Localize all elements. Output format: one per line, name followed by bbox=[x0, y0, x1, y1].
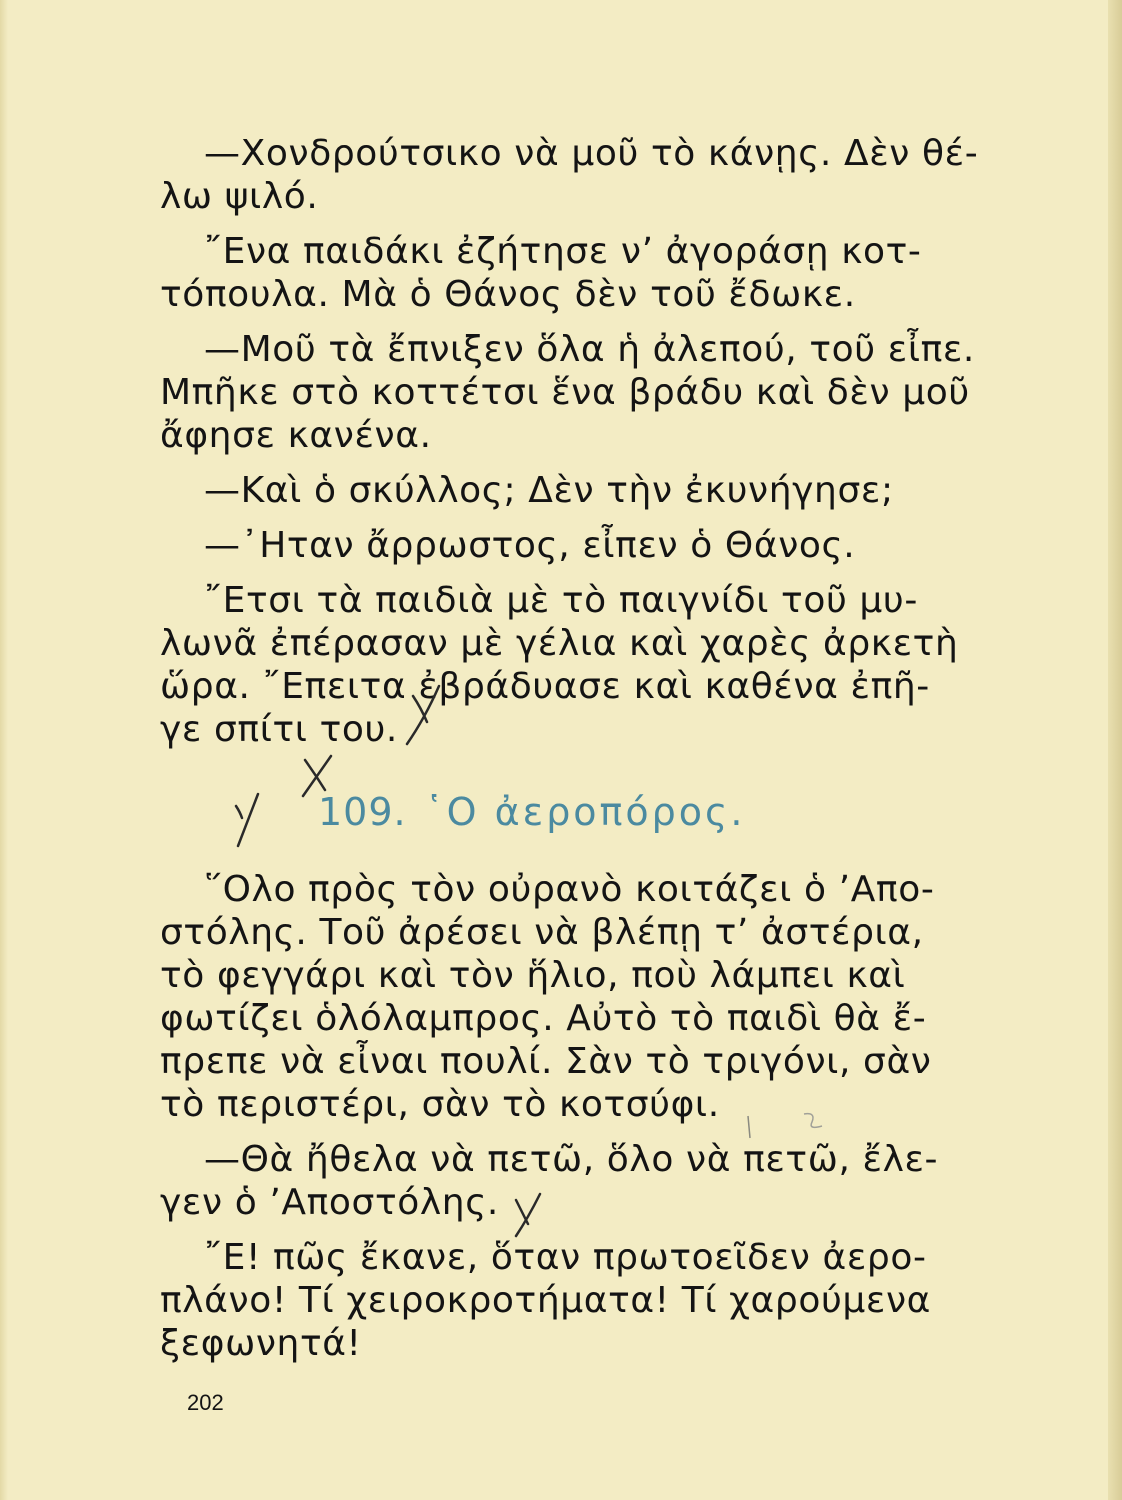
text-line: λω ψιλό. bbox=[160, 176, 319, 217]
text-line: γε σπίτι του. bbox=[160, 709, 398, 750]
text-line: στόλης. Τοῦ ἀρέσει νὰ βλέπῃ τ’ ἀστέρια, bbox=[160, 912, 924, 953]
text-section-2 bbox=[160, 868, 1000, 1365]
text-line: ῎Ε! πῶς ἔκανε, ὅταν πρωτοεῖδεν ἀερο- bbox=[204, 1237, 927, 1278]
text-section-1 bbox=[160, 132, 1000, 751]
text-line: —Θὰ ἤθελα νὰ πετῶ, ὅλο νὰ πετῶ, ἔλε- bbox=[204, 1139, 939, 1180]
page-edge-right bbox=[1108, 0, 1122, 1500]
text-line: ῎Ενα παιδάκι ἐζήτησε ν’ ἀγοράσῃ κοτ- bbox=[204, 231, 922, 272]
text-line: —Καὶ ὁ σκύλλος; Δὲν τὴν ἐκυνήγησε; bbox=[204, 470, 894, 511]
text-line: ῞Ολο πρὸς τὸν οὐρανὸ κοιτάζει ὁ ’Απο- bbox=[204, 869, 935, 910]
text-line: πρεπε νὰ εἶναι πουλί. Σὰν τὸ τριγόνι, σὰν bbox=[160, 1041, 932, 1082]
text-line: ξεφωνητά! bbox=[160, 1323, 362, 1364]
page-edge-left bbox=[0, 0, 8, 1500]
text-line: γεν ὁ ’Αποστόλης. bbox=[160, 1182, 499, 1223]
text-line: —Χονδρούτσικο νὰ μοῦ τὸ κάνῃς. Δὲν θέ- bbox=[204, 133, 979, 174]
text-line: ῎Ετσι τὰ παιδιὰ μὲ τὸ παιγνίδι τοῦ μυ- bbox=[204, 580, 918, 621]
section-title: ῾Ο ἀεροπόρος. bbox=[424, 790, 746, 834]
text-line: ὥρα. ῎Επειτα ἐβράδυασε καὶ καθένα ἐπῆ- bbox=[160, 666, 930, 707]
text-line: ἄφησε κανένα. bbox=[160, 415, 432, 456]
text-line: φωτίζει ὁλόλαμπρος. Αὐτὸ τὸ παιδὶ θὰ ἔ- bbox=[160, 998, 927, 1039]
pen-slash-mark bbox=[228, 790, 268, 850]
section-heading bbox=[318, 790, 745, 834]
section-number: 109. bbox=[318, 790, 407, 834]
text-line: τόπουλα. Μὰ ὁ Θάνος δὲν τοῦ ἔδωκε. bbox=[160, 274, 856, 315]
text-line: λωνᾶ ἐπέρασαν μὲ γέλια καὶ χαρὲς ἀρκετὴ bbox=[160, 623, 959, 664]
page-number: 202 bbox=[187, 1390, 224, 1415]
text-line: —᾿Ηταν ἄρρωστος, εἶπεν ὁ Θάνος. bbox=[204, 525, 856, 566]
text-line: τὸ περιστέρι, σὰν τὸ κοτσύφι. bbox=[160, 1084, 720, 1125]
text-line: πλάνο! Τί χειροκροτήματα! Τί χαρούμενα bbox=[160, 1280, 931, 1321]
text-line: —Μοῦ τὰ ἔπνιξεν ὅλα ἡ ἀλεπού, τοῦ εἶπε. bbox=[204, 329, 975, 370]
text-line: τὸ φεγγάρι καὶ τὸν ἥλιο, ποὺ λάμπει καὶ bbox=[160, 955, 906, 996]
text-line: Μπῆκε στὸ κοττέτσι ἕνα βράδυ καὶ δὲν μοῦ bbox=[160, 372, 970, 413]
